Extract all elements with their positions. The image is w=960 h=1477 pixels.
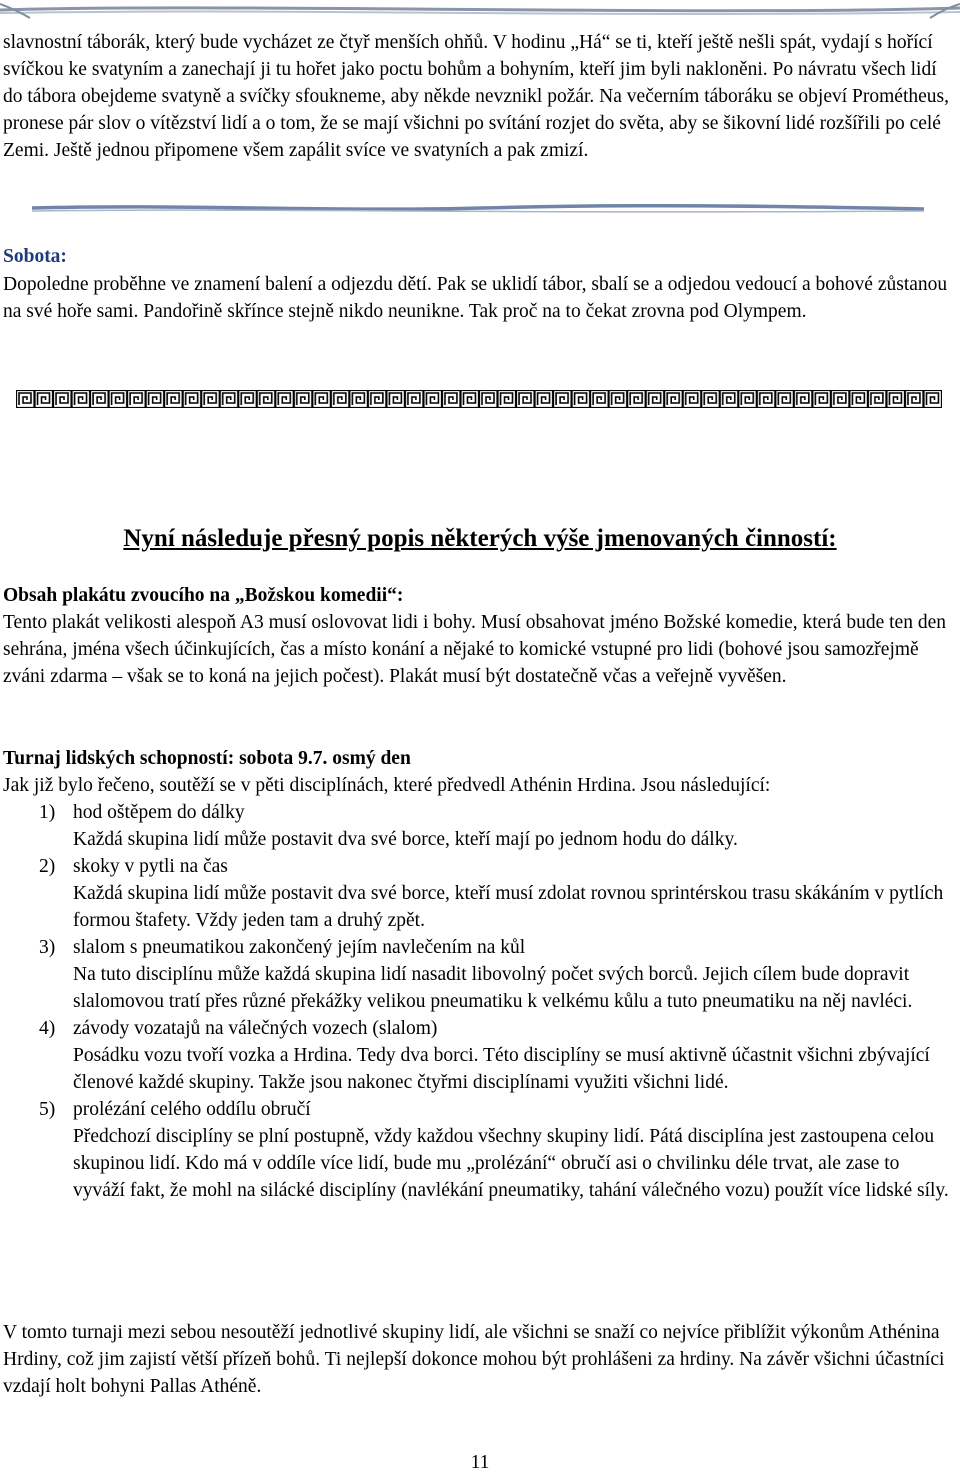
list-item-description: Posádku vozu tvoří vozka a Hrdina. Tedy dva borci. Této disciplíny se musí aktivně účastnit všichni zbývající členové každé skupiny. Takže jsou nakonec čtyřmi disciplínami využiti všichni lidé. (73, 1045, 930, 1093)
list-item (3, 1015, 953, 1096)
closing-paragraph: V tomto turnaji mezi sebou nesoutěží jednotlivé skupiny lidí, ale všichni se snaží co nejvíce přiblížit výkonům Athénina Hrdiny, což jim zajistí větší přízeň bohů. Ti nejlepší dokonce mohou být prohlášeni za hrdiny. Na závěr všichni účastníci vzdají holt bohyni Pallas Athéně. (3, 1322, 945, 1397)
saturday-paragraph: Dopoledne proběhne ve znamení balení a odjezdu dětí. Pak se uklidí tábor, sbalí se a odjedou vedoucí a bohové zůstanou na své hoře sami. Pandořině skřínce stejně nikdo neunikne. Tak proč na to čekat zrovna pod Olympem. (3, 274, 948, 322)
list-item-title: slalom s pneumatikou zakončený jejím navlečením na kůl (73, 937, 526, 958)
discipline-list (3, 799, 953, 1204)
list-item-description: Na tuto disciplínu může každá skupina lidí nasadit libovolný počet svých borců. Jejich cílem bude dopravit slalomovou tratí přes různé překážky velikou pneumatiku k velkému kůlu a tuto pneumatiku na něj navléci. (73, 964, 913, 1012)
poster-paragraph: Tento plakát velikosti alespoň A3 musí oslovovat lidi i bohy. Musí obsahovat jméno Božské komedie, která bude ten den sehrána, jména všech účinkujících, čas a místo konání a nějaké to komické vstupné pro lidi (bohové jsou samozřejmě zváni zdarma – však se to koná na jejich počest). Plakát musí být dostatečně včas a veřejně vyvěšen. (3, 612, 946, 687)
saturday-heading: Sobota: (3, 246, 67, 267)
poster-title: Obsah plakátu zvoucího na „Božskou komedii“: (3, 585, 404, 606)
list-item-number: 5) (39, 1099, 56, 1120)
top-paragraph (3, 29, 953, 164)
list-item-number: 1) (39, 802, 56, 823)
section-divider (32, 202, 924, 216)
list-item-description: Předchozí disciplíny se plní postupně, vždy každou všechny skupiny lidí. Pátá disciplína jest zastoupena celou skupinou lidí. Kdo má v oddíle více lidí, bude mu „prolézání“ obručí asi o chvilinku déle trvat, ale zase to vyváží fakt, že mohl na silácké disciplíny (navlékání pneumatiky, tahání válečného vozu) použít více lidské síly. (73, 1126, 949, 1201)
list-item-title: závody vozatajů na válečných vozech (slalom) (73, 1018, 438, 1039)
page-number: 11 (470, 1452, 490, 1473)
list-item (3, 853, 953, 934)
list-item-number: 3) (39, 937, 56, 958)
list-item-description: Každá skupina lidí může postavit dva své borce, kteří mají po jednom hodu do dálky. (73, 829, 738, 850)
list-item-title: hod oštěpem do dálky (73, 802, 245, 823)
top-paragraph-rest: spát, vydají s hořící svíčkou ke svatyním a zanechají ji tu hořet jako poctu bohům a bohyním, kteří jim byli nakloněni. Po návratu všech lidí do tábora obejdeme svatyně a svíčky sfoukneme, aby někde nevznikl požár. Na večerním táboráku se objeví Prométheus, pronese pár slov o vítězství lidí a o tom, že se mají všichni po svítání rozjet do světa, aby se šikovní lidé rozšířili po celé Zemi. Ještě jednou připomene všem zapálit svíce ve svatyních a pak zmizí. (3, 32, 949, 161)
list-item-title: prolézání celého oddílu obručí (73, 1099, 311, 1120)
list-item-number: 4) (39, 1018, 56, 1039)
list-item-number: 2) (39, 856, 56, 877)
top-paragraph-lead: slavnostní táborák, který bude vycházet ze čtyř menších ohňů. V hodinu „Há“ se ti, kteří ještě nešli (3, 32, 776, 53)
list-item-title: skoky v pytli na čas (73, 856, 228, 877)
list-item-description: Každá skupina lidí může postavit dva své borce, kteří musí zdolat rovnou sprintérskou trasu skákáním v pytlích formou štafety. Vždy jeden tam a druhý zpět. (73, 883, 944, 931)
greek-key-border (16, 390, 942, 408)
tournament-intro: Jak již bylo řečeno, soutěží se v pěti disciplínách, které předvedl Athénin Hrdina. Jsou následující: (3, 775, 771, 796)
list-item (3, 799, 953, 853)
list-item (3, 934, 953, 1015)
top-decorative-rule (0, 0, 960, 22)
list-item (3, 1096, 953, 1204)
tournament-title: Turnaj lidských schopností: sobota 9.7. osmý den (3, 748, 411, 769)
main-heading: Nyní následuje přesný popis některých výše jmenovaných činností: (123, 525, 837, 552)
